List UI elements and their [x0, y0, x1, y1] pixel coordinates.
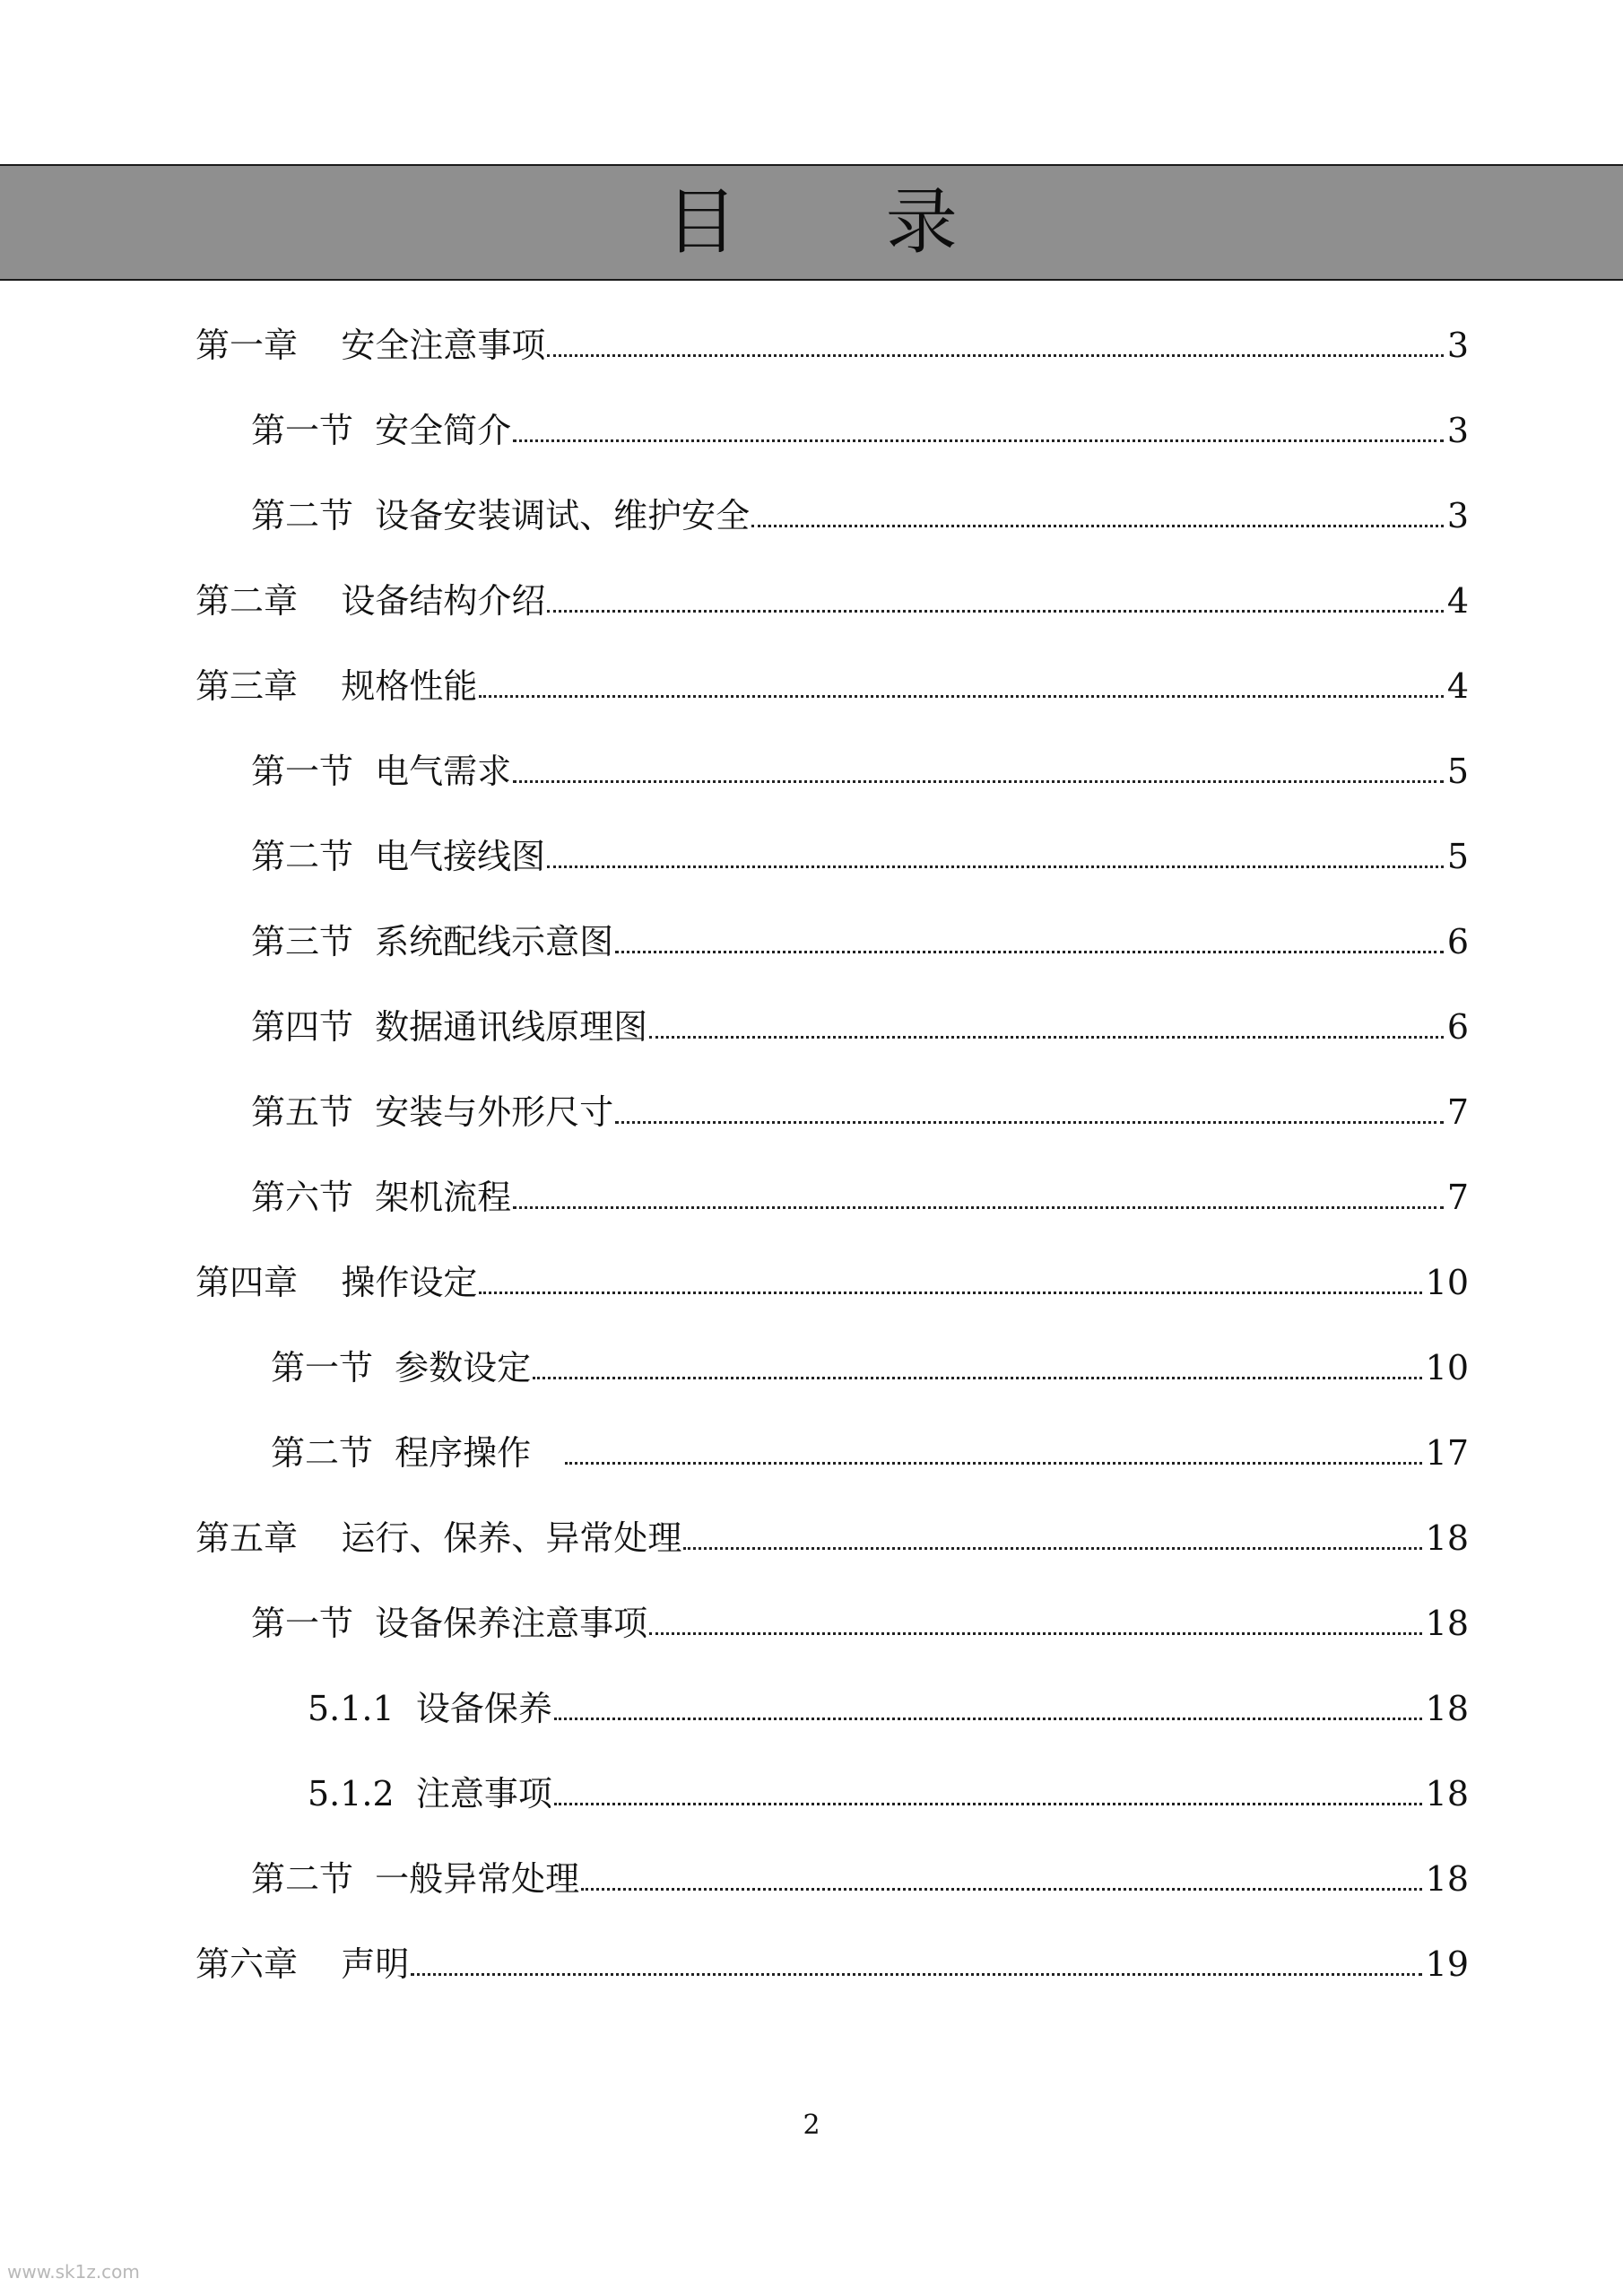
- toc-entry-page: 5: [1446, 837, 1469, 876]
- toc-entry-subsection-5-1-1[interactable]: [308, 1686, 1469, 1731]
- toc-entry-chapter-1[interactable]: [195, 323, 1469, 368]
- toc-leader: [411, 1972, 1421, 1976]
- toc-leader: [649, 1631, 1421, 1635]
- toc-entry-label: 第六节 架机流程: [251, 1178, 512, 1217]
- toc-entry-page: 18: [1425, 1859, 1469, 1899]
- toc-entry-label: 第二节 程序操作: [271, 1433, 564, 1473]
- toc-leader: [615, 1120, 1444, 1124]
- toc-entry-label: 第六章 声明: [195, 1944, 410, 1984]
- toc-entry-label: 第一节 安全简介: [251, 411, 512, 450]
- toc-entry-page: 4: [1446, 581, 1469, 621]
- toc-leader: [554, 1802, 1422, 1805]
- toc-entry-page: 3: [1446, 411, 1469, 450]
- toc-entry-section-5-1[interactable]: [251, 1601, 1469, 1646]
- toc-entry-page: 7: [1446, 1092, 1469, 1132]
- toc-leader: [513, 1205, 1444, 1209]
- toc-entry-page: 3: [1446, 496, 1469, 535]
- toc-leader: [554, 1717, 1422, 1720]
- toc-entry-page: 10: [1425, 1348, 1469, 1387]
- toc-entry-page: 19: [1425, 1944, 1469, 1984]
- toc-entry-page: 3: [1446, 326, 1469, 365]
- toc-entry-page: 18: [1425, 1604, 1469, 1643]
- toc-entry-label: 5.1.2 注意事项: [308, 1774, 552, 1813]
- toc-entry-section-1-2[interactable]: [251, 493, 1469, 538]
- toc-entry-page: 10: [1425, 1263, 1469, 1302]
- toc-entry-label: 第三章 规格性能: [195, 666, 478, 706]
- toc-entry-page: 7: [1446, 1178, 1469, 1217]
- toc-entry-section-3-3[interactable]: [251, 919, 1469, 964]
- toc-entry-section-4-1[interactable]: [271, 1345, 1469, 1390]
- toc-entry-page: 18: [1425, 1689, 1469, 1728]
- toc-leader: [479, 1291, 1421, 1294]
- toc-entry-label: 第五章 运行、保养、异常处理: [195, 1518, 682, 1558]
- toc-entry-chapter-3[interactable]: [195, 664, 1469, 709]
- toc-entry-label: 第二节 一般异常处理: [251, 1859, 580, 1899]
- toc-entry-chapter-2[interactable]: [195, 578, 1469, 623]
- toc-entry-section-3-4[interactable]: [251, 1004, 1469, 1049]
- toc-entry-section-3-5[interactable]: [251, 1090, 1469, 1135]
- toc-entry-label: 第一章 安全注意事项: [195, 326, 546, 365]
- toc-leader: [513, 779, 1444, 783]
- toc-leader: [533, 1376, 1421, 1379]
- toc-leader: [649, 1035, 1444, 1039]
- toc-entry-subsection-5-1-2[interactable]: [308, 1771, 1469, 1816]
- toc-entry-chapter-5[interactable]: [195, 1516, 1469, 1561]
- toc-entry-label: 第一节 电气需求: [251, 752, 512, 791]
- toc-leader: [547, 865, 1444, 868]
- toc-leader: [751, 524, 1444, 527]
- toc-entry-section-3-2[interactable]: [251, 834, 1469, 879]
- toc-entry-page: 18: [1425, 1518, 1469, 1558]
- toc-entry-label: 第四章 操作设定: [195, 1263, 478, 1302]
- toc-leader: [513, 439, 1444, 442]
- toc-entry-label: 第四节 数据通讯线原理图: [251, 1007, 648, 1047]
- toc-entry-label: 第二节 设备安装调试、维护安全: [251, 496, 751, 535]
- toc-entry-section-5-2[interactable]: [251, 1857, 1469, 1901]
- toc-leader: [547, 353, 1443, 357]
- toc-leader: [547, 609, 1443, 613]
- toc-entry-label: 第二章 设备结构介绍: [195, 581, 546, 621]
- toc-entry-page: 18: [1425, 1774, 1469, 1813]
- watermark: www.sk1z.com: [7, 2261, 140, 2283]
- toc-entry-section-3-1[interactable]: [251, 749, 1469, 794]
- toc-entry-page: 6: [1446, 1007, 1469, 1047]
- toc-entry-section-3-6[interactable]: [251, 1175, 1469, 1220]
- toc-entry-section-1-1[interactable]: [251, 408, 1469, 453]
- toc-entry-page: 17: [1425, 1433, 1469, 1473]
- toc-leader: [615, 950, 1444, 953]
- toc-entry-page: 4: [1446, 666, 1469, 706]
- page-title: 目 录: [665, 180, 1020, 264]
- toc-entry-label: 第一节 参数设定: [271, 1348, 532, 1387]
- toc-entry-section-4-2[interactable]: [271, 1431, 1469, 1475]
- toc-leader: [565, 1461, 1421, 1465]
- toc-entry-chapter-4[interactable]: [195, 1260, 1469, 1305]
- toc-entry-label: 第一节 设备保养注意事项: [251, 1604, 648, 1643]
- toc-leader: [581, 1887, 1421, 1891]
- toc-entry-page: 5: [1446, 752, 1469, 791]
- title-band: [0, 164, 1623, 281]
- toc-leader: [479, 694, 1443, 698]
- toc-entry-label: 第三节 系统配线示意图: [251, 922, 614, 961]
- toc-entry-page: 6: [1446, 922, 1469, 961]
- toc-entry-chapter-6[interactable]: [195, 1942, 1469, 1987]
- toc-entry-label: 5.1.1 设备保养: [308, 1689, 552, 1728]
- toc-entry-label: 第二节 电气接线图: [251, 837, 546, 876]
- toc-entry-label: 第五节 安装与外形尺寸: [251, 1092, 614, 1132]
- page-number: 2: [803, 2109, 820, 2141]
- toc-leader: [683, 1546, 1421, 1550]
